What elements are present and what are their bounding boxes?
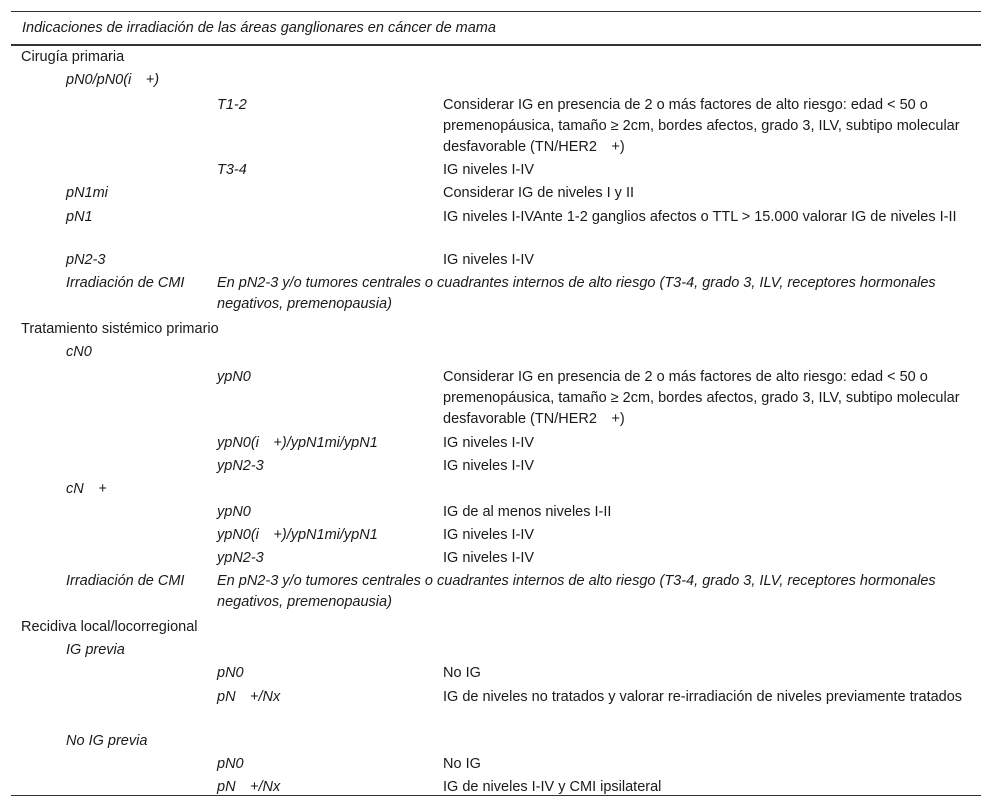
row-label: IG previa (66, 642, 125, 658)
row-sublabel: pN +/Nx (217, 689, 281, 705)
row-indication: IG de al menos niveles I-II (443, 504, 612, 520)
row-indication: No IG (443, 665, 481, 681)
row-indication: En pN2-3 y/o tumores centrales o cuadrantes internos de alto riesgo (T3-4, grado 3, ILV, receptores hormonales negativos, premenopausia) (217, 573, 936, 610)
section-label: Cirugía primaria (21, 49, 125, 65)
row-label: No IG previa (66, 733, 148, 749)
row-sublabel: ypN0 (217, 369, 251, 385)
row-indication: IG niveles I-IV (443, 527, 535, 543)
table-row (11, 753, 981, 776)
table-row (11, 547, 981, 570)
row-sublabel: ypN2-3 (217, 458, 264, 474)
section-label: Tratamiento sistémico primario (21, 321, 219, 337)
table-row (11, 478, 981, 501)
section-row (11, 46, 981, 69)
row-indication: IG niveles I-IV (443, 435, 535, 451)
row-indication: IG de niveles I-IV y CMI ipsilateral (443, 779, 662, 795)
row-label: pN1mi (66, 185, 108, 201)
table-row (11, 249, 981, 272)
section-row (11, 616, 981, 639)
row-sublabel: pN0 (217, 665, 244, 681)
table-body (11, 46, 981, 799)
row-sublabel: ypN0(i +)/ypN1mi/ypN1 (217, 527, 378, 543)
row-label: pN1 (66, 209, 93, 225)
row-indication: Considerar IG en presencia de 2 o más factores de alto riesgo: edad < 50 o premenopáusica, tamaño ≥ 2cm, bordes afectos, grado 3, ILV, subtipo molecular desfavorable (TN/HER2 +) (443, 369, 960, 427)
row-indication: IG niveles I-IV (443, 252, 535, 268)
table-row (11, 205, 981, 249)
table-row (11, 69, 981, 92)
section-row (11, 318, 981, 341)
row-indication: IG niveles I-IVAnte 1-2 ganglios afectos o TTL > 15.000 valorar IG de niveles I-II (443, 209, 957, 225)
section-label: Recidiva local/locorregional (21, 619, 198, 635)
row-label: Irradiación de CMI (66, 573, 185, 589)
row-sublabel: ypN0 (217, 504, 251, 520)
table-bottom-rule (11, 795, 981, 796)
table-row (11, 524, 981, 547)
row-indication: IG niveles I-IV (443, 550, 535, 566)
row-label: pN2-3 (66, 252, 106, 268)
table-row (11, 570, 981, 616)
table-row (11, 730, 981, 753)
table-row (11, 272, 981, 318)
table-row (11, 92, 981, 160)
table-row (11, 501, 981, 524)
table-row (11, 455, 981, 478)
row-indication: Considerar IG de niveles I y II (443, 185, 634, 201)
row-label: Irradiación de CMI (66, 275, 185, 291)
row-label: cN0 (66, 344, 92, 360)
row-sublabel: pN +/Nx (217, 779, 281, 795)
row-sublabel: T3-4 (217, 162, 247, 178)
row-indication: No IG (443, 756, 481, 772)
row-label: pN0/pN0(i +) (66, 72, 160, 88)
table-row (11, 662, 981, 685)
row-indication: Considerar IG en presencia de 2 o más factores de alto riesgo: edad < 50 o premenopáusica, tamaño ≥ 2cm, bordes afectos, grado 3, ILV, subtipo molecular desfavorable (TN/HER2 +) (443, 97, 960, 155)
row-indication: IG niveles I-IV (443, 458, 535, 474)
table-row (11, 639, 981, 662)
table-title: Indicaciones de irradiación de las áreas ganglionares en cáncer de mama (11, 12, 981, 46)
table-row (11, 341, 981, 364)
table-row (11, 182, 981, 205)
row-indication: IG niveles I-IV (443, 162, 535, 178)
row-indication: En pN2-3 y/o tumores centrales o cuadrantes internos de alto riesgo (T3-4, grado 3, ILV, receptores hormonales negativos, premenopausia) (217, 275, 936, 312)
row-label: cN + (66, 481, 107, 497)
table-row (11, 160, 981, 182)
row-sublabel: ypN2-3 (217, 550, 264, 566)
row-indication: IG de niveles no tratados y valorar re-irradiación de niveles previamente tratados (443, 689, 963, 705)
table (11, 11, 981, 799)
table-row (11, 364, 981, 432)
row-sublabel: ypN0(i +)/ypN1mi/ypN1 (217, 435, 378, 451)
row-sublabel: T1-2 (217, 97, 247, 113)
table-row (11, 432, 981, 455)
row-sublabel: pN0 (217, 756, 244, 772)
table-row (11, 685, 981, 730)
